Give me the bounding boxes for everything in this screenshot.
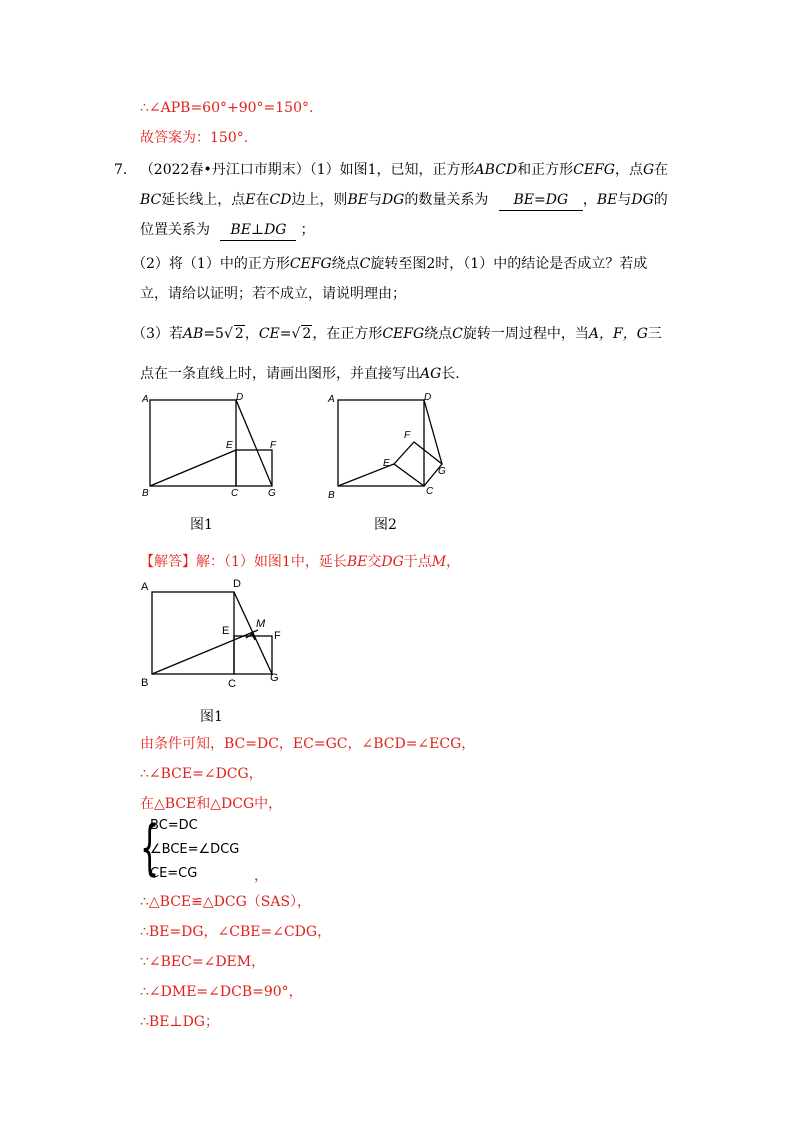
fig2-label-d: D xyxy=(424,392,432,403)
fig3-label-m: M xyxy=(256,618,266,630)
text: =5 xyxy=(203,326,224,342)
text: （1）如图1，已知，正方形 xyxy=(309,162,475,178)
fig2-label-e: E xyxy=(383,458,390,469)
question-7-part-3-line-1: （3）若AB=5√ 2，CE=√ 2，在正方形CEFG绕点C旋转一周过程中，当A，F，G三 xyxy=(132,326,662,342)
text: 与 xyxy=(617,192,632,208)
text: ，点 xyxy=(614,162,643,178)
fig2-label-a: A xyxy=(328,394,335,405)
solution-header xyxy=(140,552,460,572)
fig1-label-b: B xyxy=(142,488,149,499)
text: C xyxy=(452,326,463,342)
fig3-label-f: F xyxy=(274,630,281,642)
text: 【解答】 xyxy=(140,554,196,570)
question-7-part-2-line-2: 立，请给以证明；若不成立，请说明理由； xyxy=(140,286,406,302)
text: 解：（1）如图1中，延长 xyxy=(196,554,347,570)
solution-step-8: ∴BE⊥DG； xyxy=(140,1014,219,1030)
text: BE xyxy=(596,192,618,208)
text: 边上，则 xyxy=(291,192,348,208)
fig2-label-f: F xyxy=(404,430,411,441)
text: 的数量关系为 xyxy=(404,192,489,208)
system-comma: ， xyxy=(254,868,268,884)
figure-solution xyxy=(136,576,296,694)
solution-line-angle-apb: ∴∠APB=60°+90°=150°. xyxy=(140,100,314,116)
text: A，F，G xyxy=(588,326,648,342)
question-7-part-2-line-1 xyxy=(132,254,647,274)
question-7-line-2 xyxy=(140,190,668,211)
solution-step-4: ∴△BCE≌△DCG（SAS）， xyxy=(140,894,312,910)
solution-step-6: ∵∠BEC=∠DEM， xyxy=(140,954,266,970)
fig2-label-b: B xyxy=(328,490,335,500)
text: （2）将（1）中的正方形 xyxy=(132,256,290,272)
question-7-line-3 xyxy=(140,220,314,241)
fig1-label-e: E xyxy=(226,440,233,451)
question-7-line-1 xyxy=(114,160,668,180)
text: BE xyxy=(347,192,368,208)
solution-step-3: 在△BCE和△DCG中， xyxy=(140,796,283,812)
text: 2 xyxy=(302,326,312,342)
text: CE xyxy=(258,326,280,342)
text: AB xyxy=(182,326,204,342)
answer-blank-position: BE⊥DG xyxy=(220,220,296,241)
solution-step-7: ∴∠DME=∠DCB=90°， xyxy=(140,984,303,1000)
text: DG xyxy=(631,192,654,208)
text: 延长线上，点 xyxy=(161,192,246,208)
text: （3）若 xyxy=(132,326,183,342)
solution-step-5: ∴BE=DG，∠CBE=∠CDG， xyxy=(140,924,332,940)
text: = xyxy=(279,326,292,342)
fig2-label-g: G xyxy=(438,466,446,477)
text: M xyxy=(431,554,447,570)
text: 长. xyxy=(441,366,460,382)
text: ABCD xyxy=(474,162,518,178)
fig3-label-d: D xyxy=(233,578,241,590)
figure-1 xyxy=(138,390,288,500)
text: 点在一条直线上时，请画出图形，并直接写出 xyxy=(140,366,420,382)
fig3-label-b: B xyxy=(141,677,149,689)
text: CEFG xyxy=(289,256,332,272)
text: C xyxy=(359,256,371,272)
text: 位置关系为 xyxy=(140,222,210,238)
text: 交 xyxy=(367,554,382,570)
text: ，在正方形 xyxy=(312,326,383,342)
text: ， xyxy=(244,326,259,342)
text: ， xyxy=(446,554,461,570)
text: 旋转一周过程中，当 xyxy=(462,326,589,342)
question-number: 7. xyxy=(114,162,128,178)
text: 在 xyxy=(255,192,270,208)
text: CEFG xyxy=(382,326,425,342)
text: 的 xyxy=(653,192,668,208)
text: E xyxy=(245,192,256,208)
fig1-label-g: G xyxy=(268,488,276,499)
text: 和正方形 xyxy=(517,162,574,178)
text: DG xyxy=(381,192,405,208)
figure-solution-caption: 图1 xyxy=(200,709,223,725)
text: BC xyxy=(140,192,162,208)
text: 绕点 xyxy=(424,326,453,342)
figure-2-caption: 图2 xyxy=(374,517,397,533)
figure-1-caption: 图1 xyxy=(190,517,213,533)
text: DG xyxy=(381,554,404,570)
text: ； xyxy=(300,222,315,238)
text: 2 xyxy=(234,326,244,342)
fig1-label-a: A xyxy=(142,394,149,405)
text: CEFG xyxy=(573,162,615,178)
system-row-1: BC=DC xyxy=(150,818,198,833)
fig3-label-a: A xyxy=(141,581,149,593)
brace-icon: { xyxy=(140,813,160,883)
text: 于点 xyxy=(403,554,432,570)
fig3-label-c: C xyxy=(228,678,236,690)
text: 三 xyxy=(647,326,662,342)
system-row-3: CE=CG xyxy=(150,866,198,881)
fig2-label-c: C xyxy=(426,486,434,497)
text: ， xyxy=(582,192,597,208)
text: 与 xyxy=(367,192,382,208)
text: 绕点 xyxy=(331,256,360,272)
fig3-label-g: G xyxy=(270,672,279,684)
text: 在 xyxy=(654,162,669,178)
text: G xyxy=(642,162,655,178)
system-row-2: ∠BCE=∠DCG xyxy=(150,842,240,857)
solution-step-1: 由条件可知，BC=DC，EC=GC，∠BCD=∠ECG， xyxy=(140,736,476,752)
text: CD xyxy=(269,192,292,208)
fig3-label-e: E xyxy=(222,625,230,637)
fig1-label-c: C xyxy=(231,488,239,499)
text: 旋转至图2时，（1）中的结论是否成立？若成 xyxy=(370,256,648,272)
text: BE xyxy=(346,554,368,570)
answer-blank-quantity: BE=DG xyxy=(499,190,583,211)
text: AG xyxy=(420,366,442,382)
solution-step-2: ∴∠BCE=∠DCG， xyxy=(140,766,263,782)
question-7-part-3-line-2 xyxy=(140,364,460,384)
answer-line: 故答案为：150°. xyxy=(140,130,249,146)
figure-2 xyxy=(322,390,452,500)
fig1-label-d: D xyxy=(236,392,244,403)
question-source: （2022春•丹江口市期末） xyxy=(139,162,310,178)
fig1-label-f: F xyxy=(270,440,277,451)
equation-system xyxy=(140,813,250,884)
